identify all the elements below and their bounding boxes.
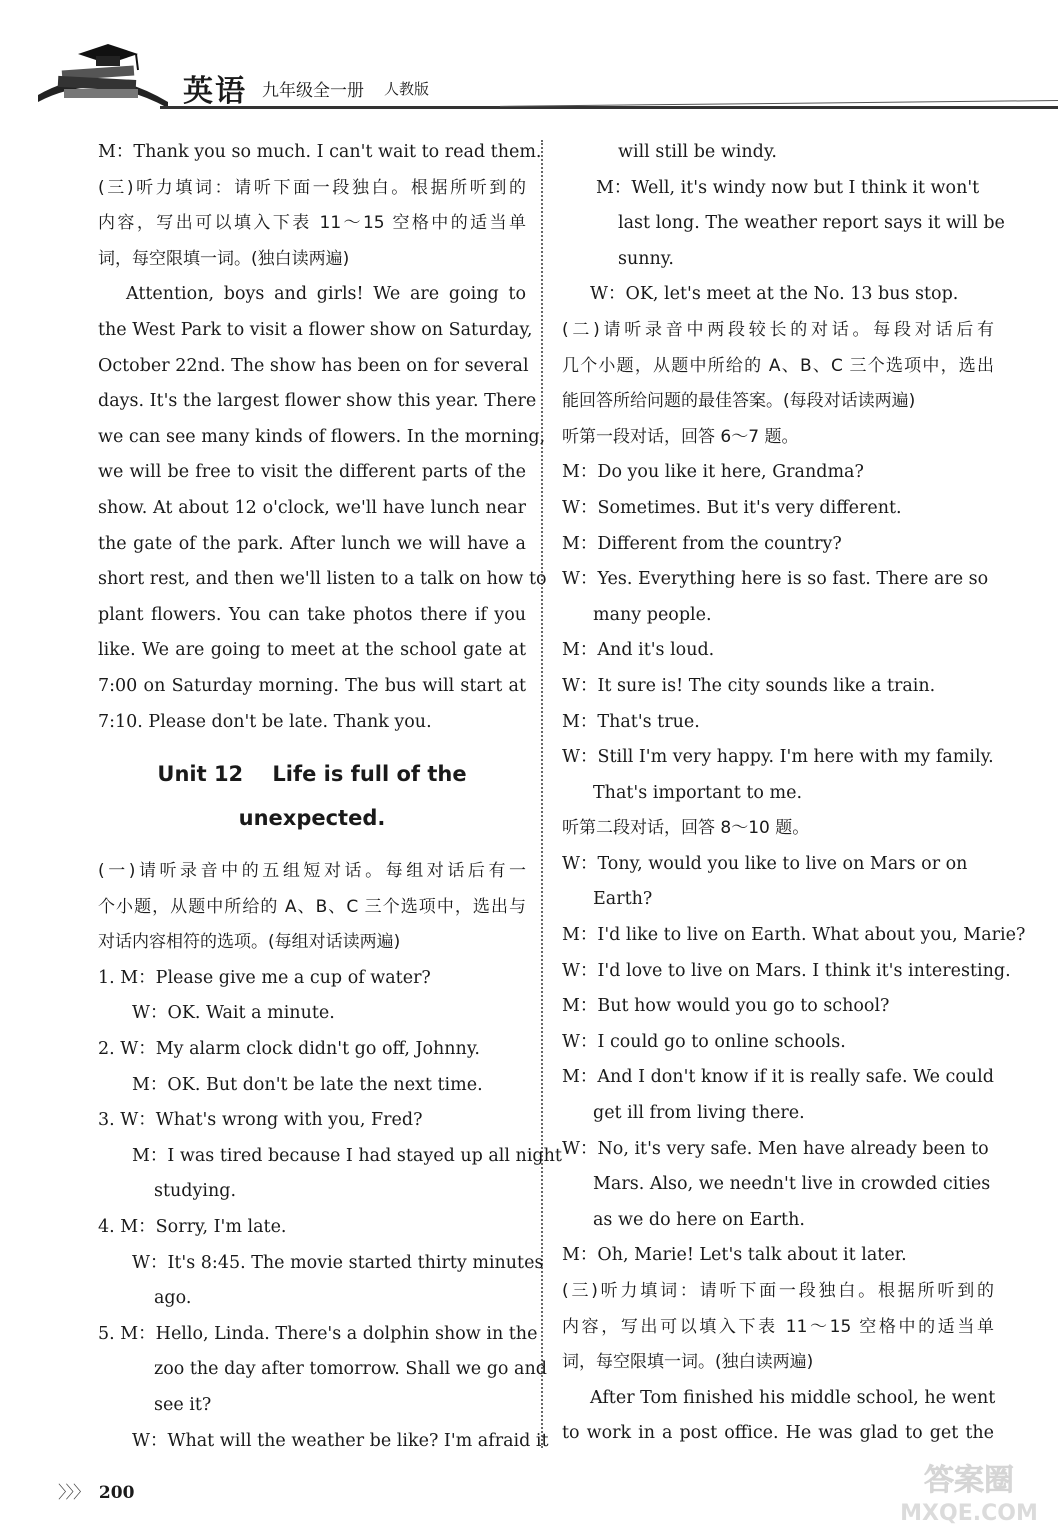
- monologue-line: 7:00 on Saturday morning. The bus will start at: [98, 675, 526, 696]
- watermark-logo: [894, 1454, 1044, 1528]
- monologue-line: the gate of the park. After lunch we will have a: [98, 533, 526, 554]
- monologue-line: to work in a post office. He was glad to get the: [562, 1423, 994, 1444]
- monologue-line: like. We are going to meet at the school gate at: [98, 640, 526, 661]
- page-footer: [58, 1478, 134, 1503]
- dialogue-line: W：I'd love to live on Mars. I think it's interesting.: [562, 960, 1011, 981]
- section-instruction: 词，每空限填一词。(独白读两遍): [98, 248, 350, 269]
- question-line: M：OK. But don't be late the next time.: [132, 1074, 483, 1095]
- section-instruction: 能回答所给问题的最佳答案。(每段对话读两遍): [562, 391, 916, 412]
- dialogue-line: M：That's true.: [562, 711, 700, 732]
- question-line: 1. M：Please give me a cup of water?: [98, 967, 431, 988]
- monologue-line: plant flowers. You can take photos there if you: [98, 604, 526, 625]
- chevrons-icon: 〉〉〉: [58, 1483, 89, 1503]
- section-instruction: 个小题，从题中所给的 A、B、C 三个选项中，选出与: [98, 896, 526, 917]
- left-column: [98, 135, 562, 1459]
- page-header: [0, 0, 1058, 120]
- section-instruction: 听第一段对话，回答 6～7 题。: [562, 426, 799, 447]
- section-instruction: 几个小题，从题中所给的 A、B、C 三个选项中，选出: [562, 355, 994, 376]
- subject-title: 英语: [183, 74, 247, 109]
- dialogue-line: as we do here on Earth.: [593, 1209, 805, 1230]
- monologue-line: the West Park to visit a flower show on Saturday,: [98, 319, 533, 340]
- monologue-line: we can see many kinds of flowers. In the morning,: [98, 426, 546, 447]
- dialogue-line: get ill from living there.: [593, 1103, 805, 1124]
- monologue-line: show. At about 12 o'clock, we'll have lunch near: [98, 497, 526, 518]
- dialogue-line: W：I could go to online schools.: [562, 1031, 846, 1052]
- unit-title-line: unexpected.: [238, 806, 386, 831]
- monologue-line: Attention, boys and girls! We are going to: [126, 284, 526, 305]
- question-line: 5. M：Hello, Linda. There's a dolphin show in the: [98, 1323, 538, 1344]
- section-instruction: 词，每空限填一词。(独白读两遍): [562, 1352, 814, 1373]
- section-instruction: (二)请听录音中两段较长的对话。每段对话后有: [562, 319, 994, 340]
- monologue-line: days. It's the largest flower show this year. There: [98, 391, 537, 412]
- section-instruction: (三)听力填词：请听下面一段独白。根据所听到的: [98, 177, 526, 198]
- question-line: W：OK. Wait a minute.: [132, 1003, 335, 1024]
- monologue-line: 7:10. Please don't be late. Thank you.: [98, 711, 432, 732]
- dialogue-line: W：Still I'm very happy. I'm here with my family.: [562, 747, 994, 768]
- section-instruction: (一)请听录音中的五组短对话。每组对话后有一: [98, 861, 526, 882]
- section-instruction: 内容，写出可以填入下表 11～15 空格中的适当单: [562, 1316, 994, 1337]
- dialogue-line: M：Well, it's windy now but I think it won't: [596, 177, 980, 198]
- monologue-line: short rest, and then we'll listen to a talk on how to: [98, 569, 547, 590]
- dialogue-line: Earth?: [593, 889, 653, 910]
- dialogue-line: M：And it's loud.: [562, 640, 715, 661]
- dialogue-line: W：Sometimes. But it's very different.: [562, 497, 902, 518]
- edition-label: 人教版: [384, 80, 430, 98]
- unit-title-line: Unit 12 Life is full of the: [157, 762, 467, 787]
- right-column: [562, 135, 1026, 1452]
- question-line: M：I was tired because I had stayed up all night: [132, 1145, 562, 1166]
- dialogue-line: Mars. Also, we needn't live in crowded cities: [593, 1174, 991, 1195]
- dialogue-line: M：Different from the country?: [562, 533, 842, 554]
- dialogue-line: W：OK, let's meet at the No. 13 bus stop.: [590, 284, 959, 305]
- question-line: 3. W：What's wrong with you, Fred?: [98, 1110, 423, 1131]
- grade-label: 九年级全一册: [262, 81, 364, 101]
- dialogue-line: W：Tony, would you like to live on Mars or on: [562, 853, 968, 874]
- section-instruction: (三)听力填词：请听下面一段独白。根据所听到的: [562, 1281, 994, 1301]
- dialogue-line: M：And I don't know if it is really safe. We could: [562, 1067, 994, 1088]
- question-line: W：What will the weather be like? I'm afraid it: [132, 1430, 549, 1451]
- dialogue-line: will still be windy.: [618, 142, 777, 162]
- dialogue-line: last long. The weather report says it will be: [618, 213, 1005, 234]
- question-line: 4. M：Sorry, I'm late.: [98, 1217, 287, 1238]
- dialogue-line: That's important to me.: [593, 782, 803, 803]
- question-line: studying.: [154, 1181, 237, 1202]
- monologue-line: we will be free to visit the different parts of the: [98, 462, 526, 483]
- monologue-line: October 22nd. The show has been on for several: [98, 355, 529, 376]
- dialogue-line: many people.: [593, 604, 712, 625]
- question-line: ago.: [154, 1288, 192, 1309]
- section-instruction: 内容，写出可以填入下表 11～15 空格中的适当单: [98, 213, 526, 234]
- dialogue-line: W：Yes. Everything here is so fast. There are so: [562, 569, 989, 590]
- header-rule: [160, 106, 1058, 109]
- dialogue-line: M：Thank you so much. I can't wait to read them.: [98, 142, 542, 162]
- dialogue-line: W：No, it's very safe. Men have already been to: [562, 1138, 989, 1159]
- dialogue-line: M：Do you like it here, Grandma?: [562, 462, 864, 483]
- dialogue-line: M：But how would you go to school?: [562, 996, 890, 1017]
- unit-title: [98, 752, 526, 840]
- question-line: 2. W：My alarm clock didn't go off, Johnny.: [98, 1039, 480, 1060]
- dialogue-line: sunny.: [618, 248, 674, 269]
- section-instruction: 对话内容相符的选项。(每组对话读两遍): [98, 932, 401, 953]
- watermark-text: 答案圈: [924, 1463, 1014, 1498]
- question-line: see it?: [154, 1395, 212, 1415]
- page-number: 200: [98, 1483, 135, 1503]
- question-line: zoo the day after tomorrow. Shall we go and: [154, 1359, 547, 1380]
- watermark-url: MXQE.COM: [900, 1501, 1038, 1526]
- question-line: W：It's 8:45. The movie started thirty minutes: [132, 1252, 544, 1273]
- dialogue-line: M：Oh, Marie! Let's talk about it later.: [562, 1245, 907, 1266]
- dialogue-line: M：I'd like to live on Earth. What about you, Marie?: [562, 925, 1026, 946]
- books-graduation-cap-icon: [38, 40, 168, 110]
- section-instruction: 听第二段对话，回答 8～10 题。: [562, 818, 810, 839]
- dialogue-line: W：It sure is! The city sounds like a train.: [562, 675, 936, 696]
- monologue-line: After Tom finished his middle school, he went: [590, 1387, 996, 1408]
